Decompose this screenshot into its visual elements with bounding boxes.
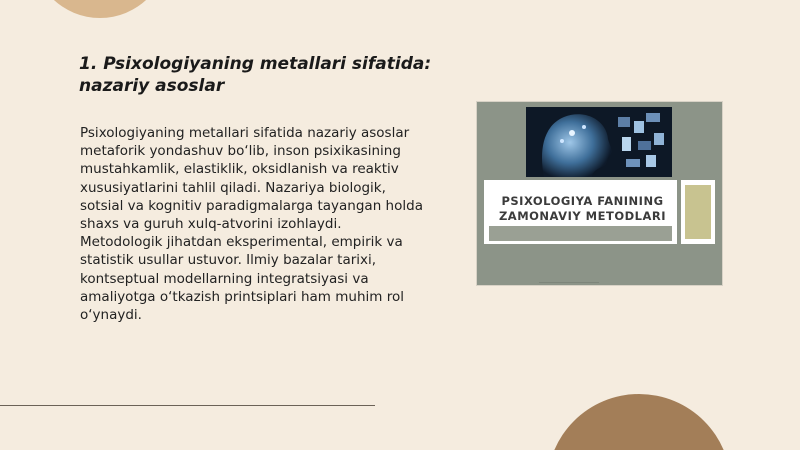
thumbnail-title-card [484,180,677,244]
slide-body-text: Psixologiyaning metallari sifatida nazariy asoslar metaforik yondashuv bo‘lib, inson psixikasining mustahkamlik, elastiklik, oksidlanish va reaktiv xususiyatlarini tahlil qiladi. Nazariya biologik, sotsial va kognitiv paradigmalarga tayangan holda shaxs va guruh xulq-atvorini izohlaydi. Metodologik jihatdan eksperimental, empirik va statistik usullar ustuvor. Ilmiy bazalar tarixi, kontseptual modellarning integratsiyasi va amaliyotga o‘tkazish printsiplari ham muhim rol o‘ynaydi. [80,125,423,324]
human-head-digital-icon [526,107,672,177]
thumbnail-side-panel [681,180,715,244]
thumbnail-side-swatch [685,185,711,239]
thumbnail-footer-line [539,282,599,283]
decorative-circle-bottom [547,394,731,450]
thumbnail-title: PSIXOLOGIYA FANINING ZAMONAVIY METODLARI [498,194,667,223]
thumbnail-subtitle-bar [489,226,672,241]
slide-thumbnail-image [476,101,723,286]
slide-title: 1. Psixologiyaning metallari sifatida: nazariy asoslar [79,54,432,96]
divider-line [0,405,375,406]
decorative-circle-top [32,0,168,18]
